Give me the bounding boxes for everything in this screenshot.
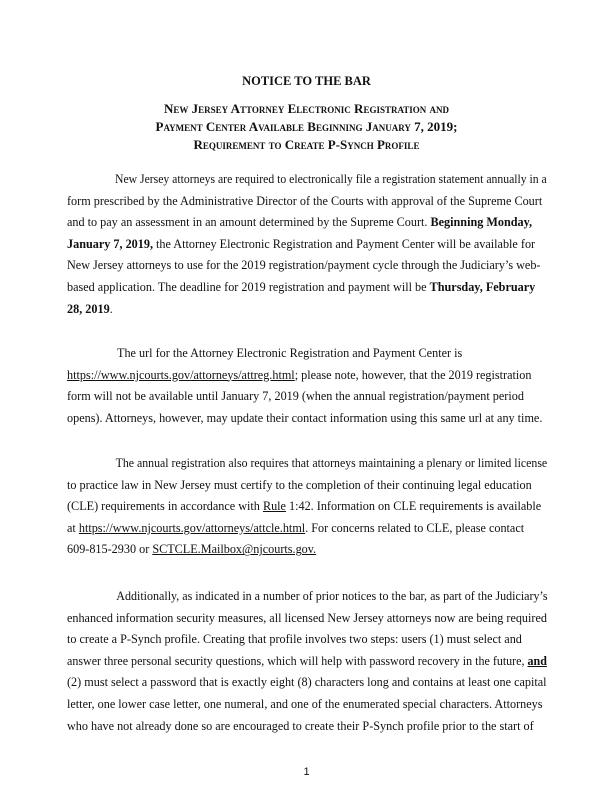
paragraph-line xyxy=(67,277,547,299)
deadline-bold: 28, 2019 xyxy=(67,301,110,316)
paragraph-line: The annual registration also requires that attorneys maintaining a plenary or limited license xyxy=(115,456,548,470)
paragraph-psynch-profile xyxy=(67,586,547,737)
rule-reference: Rule xyxy=(262,499,286,514)
paragraph-cle-requirements xyxy=(67,453,547,561)
paragraph-line xyxy=(67,518,547,540)
paragraph-line: opens). Attorneys, however, may update their contact information using this same url at any time. xyxy=(67,410,543,425)
paragraph-line: form will not be available until January 7, 2019 (when the annual registration/payment period xyxy=(67,389,524,404)
text-run: . xyxy=(109,301,113,316)
paragraph-line xyxy=(67,496,547,518)
paragraph-line xyxy=(67,299,547,321)
text-run: at xyxy=(67,520,79,535)
notice-heading: NOTICE TO THE BAR xyxy=(242,74,371,88)
paragraph-line: who have not already done so are encouraged to create their P-Synch profile prior to the start of xyxy=(67,718,534,733)
paragraph-line: New Jersey attorneys are required to electronically file a registration statement annually in a xyxy=(115,172,547,186)
notice-title xyxy=(0,100,613,154)
paragraph-line xyxy=(67,365,547,387)
text-run: answer three personal security questions, which will help with password recovery in the future, xyxy=(67,653,528,668)
text-run: 1:42. Information on CLE requirements is available xyxy=(285,499,542,514)
attreg-link[interactable]: https://www.njcourts.gov/attorneys/attreg.html xyxy=(67,367,295,382)
phone-number: 609-815-2930 or xyxy=(67,542,153,557)
and-emphasis: and xyxy=(527,653,547,668)
paragraph-line xyxy=(67,234,547,256)
paragraph-line: form prescribed by the Administrative Director of the Courts with approval of the Supreme Court xyxy=(67,193,543,208)
text-run: (CLE) requirements in accordance with xyxy=(67,499,263,514)
title-line-1: New Jersey Attorney Electronic Registration and xyxy=(163,101,450,116)
deadline-bold: Thursday, February xyxy=(429,279,536,294)
paragraph-registration-requirement xyxy=(67,169,547,320)
text-run: ; please note, however, that the 2019 registration xyxy=(294,367,532,382)
paragraph-line xyxy=(67,651,547,673)
paragraph-line: letter, one lower case letter, one numeral, and one of the enumerated special characters. Attorneys xyxy=(67,696,543,711)
paragraph-line: Additionally, as indicated in a number of prior notices to the bar, as part of the Judiciary’s xyxy=(116,589,548,603)
paragraph-line: to practice law in New Jersey must certify to the completion of their continuing legal education xyxy=(67,477,532,492)
paragraph-line xyxy=(67,212,547,234)
text-run: and to pay an assessment in an amount determined by the Supreme Court. xyxy=(67,215,431,230)
paragraph-line: The url for the Attorney Electronic Registration and Payment Center is xyxy=(117,346,463,360)
cle-email-link[interactable]: SCTCLE.Mailbox@njcourts.gov. xyxy=(152,542,317,557)
paragraph-line: New Jersey attorneys to use for the 2019 registration/payment cycle through the Judiciary’s web- xyxy=(67,258,541,273)
paragraph-line: enhanced information security measures, all licensed New Jersey attorneys now are being required xyxy=(67,610,547,625)
paragraph-line: (2) must select a password that is exactly eight (8) characters long and contains at least one capital xyxy=(67,675,547,690)
start-date-bold: Beginning Monday, xyxy=(430,215,533,230)
attcle-link[interactable]: https://www.njcourts.gov/attorneys/attcle.html xyxy=(78,520,306,535)
page-number: 1 xyxy=(303,766,310,778)
paragraph-registration-url xyxy=(67,343,547,429)
title-line-3: Requirement to Create P-Synch Profile xyxy=(193,137,420,152)
title-line-2: Payment Center Available Beginning January 7, 2019; xyxy=(155,119,458,134)
text-run: the Attorney Electronic Registration and Payment Center will be available for xyxy=(153,236,536,251)
text-run: . For concerns related to CLE, please contact xyxy=(305,520,525,535)
paragraph-line xyxy=(67,539,547,561)
text-run: based application. The deadline for 2019 registration and payment will be xyxy=(67,279,430,294)
paragraph-line: to create a P-Synch profile. Creating that profile involves two steps: users (1) must select and xyxy=(67,632,522,647)
start-date-bold: January 7, 2019, xyxy=(67,236,153,251)
